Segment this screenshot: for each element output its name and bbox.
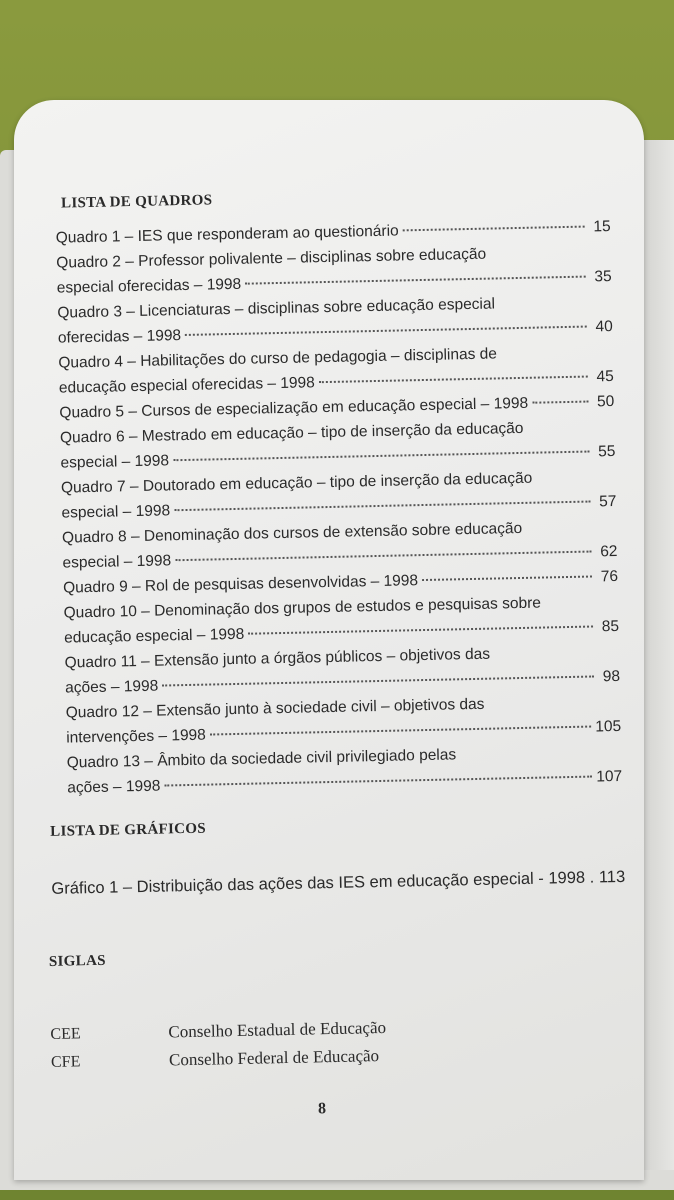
toc-entry-text-cont: educação especial oferecidas – 1998 (58, 374, 315, 397)
toc-entry-text: Quadro 12 – Extensão junto à sociedade civil – objetivos das (65, 695, 485, 722)
toc-page-number: 62 (600, 542, 618, 561)
sigla-desc: Conselho Federal de Educação (168, 1046, 380, 1070)
toc-entry-text-cont: especial – 1998 (62, 552, 172, 572)
toc-entry-text-cont: especial – 1998 (61, 502, 171, 522)
toc-entry-text-cont: oferecidas – 1998 (57, 327, 182, 347)
toc-entry-text-cont: ações – 1998 (65, 677, 159, 697)
dot-leader (185, 326, 587, 336)
toc-entry-text: Quadro 4 – Habilitações do curso de pedagogia – disciplinas de (58, 345, 498, 372)
dot-leader (164, 776, 592, 787)
siglas-list (50, 1010, 551, 1076)
sigla-abbr: CFE (50, 1053, 81, 1071)
toc-page-number: 76 (600, 567, 619, 586)
toc-entry-text: Quadro 6 – Mestrado em educação – tipo de inserção da educação (59, 419, 524, 447)
toc-page-number: 105 (595, 717, 622, 736)
dot-leader (210, 726, 591, 736)
toc-entry-text: Quadro 11 – Extensão junto a órgãos públicos – objetivos das (64, 645, 491, 672)
toc-page-number: 55 (597, 442, 616, 461)
toc-page-number: 40 (595, 318, 613, 336)
toc-entry-quadro-13 (67, 739, 623, 801)
dot-leader (248, 625, 593, 634)
toc-page-number: 57 (598, 492, 617, 511)
lista-graficos-title: LISTA DE GRÁFICOS (50, 820, 207, 840)
toc-entry-text: Quadro 13 – Âmbito da sociedade civil privilegiado pelas (66, 746, 457, 772)
toc-entry-text: Quadro 9 – Rol de pesquisas desenvolvidas – 1998 (62, 572, 419, 597)
toc-entry-text-cont: especial oferecidas – 1998 (56, 275, 242, 297)
toc-page-number: 98 (602, 667, 621, 686)
siglas-title: SIGLAS (48, 952, 106, 970)
dot-leader (422, 576, 592, 582)
dot-leader (245, 276, 586, 285)
dot-leader (532, 401, 588, 404)
toc-entry-text-cont: especial – 1998 (60, 452, 170, 472)
dot-leader (403, 226, 585, 232)
toc-entry-text-cont: educação especial – 1998 (63, 625, 245, 647)
dot-leader (162, 675, 594, 686)
toc-entry-text: Quadro 3 – Licenciaturas – disciplinas sobre educação especial (57, 295, 496, 322)
book-page (14, 100, 644, 1180)
toc-entry-text-cont: intervenções – 1998 (66, 726, 207, 747)
toc-entry-text: Quadro 1 – IES que responderam ao questionário (55, 222, 399, 247)
dot-leader (174, 501, 590, 512)
toc-page-number: 45 (596, 368, 614, 386)
toc-entry-text: Quadro 5 – Cursos de especialização em educação especial – 1998 (59, 394, 529, 422)
sigla-abbr: CEE (50, 1025, 81, 1043)
lista-quadros-toc (56, 214, 623, 800)
page-number: 8 (317, 1100, 327, 1118)
toc-page-number: 85 (601, 617, 620, 636)
toc-entry-text: Quadro 2 – Professor polivalente – disciplinas sobre educação (56, 245, 487, 272)
toc-entry-text: Quadro 10 – Denominação dos grupos de estudos e pesquisas sobre (63, 594, 542, 622)
toc-entry-text-cont: ações – 1998 (67, 777, 161, 797)
toc-page-number: 15 (593, 218, 611, 236)
dot-leader (175, 551, 591, 562)
toc-page-number: 50 (596, 392, 615, 411)
toc-entry-text: Quadro 8 – Denominação dos cursos de extensão sobre educação (61, 519, 523, 547)
grafico-entry: Gráfico 1 – Distribuição das ações das IES em educação especial - 1998 . 113 (51, 867, 626, 898)
page-content (14, 100, 644, 1180)
sigla-desc: Conselho Estadual de Educação (168, 1017, 387, 1042)
toc-entry-text: Quadro 7 – Doutorado em educação – tipo de inserção da educação (60, 469, 533, 497)
toc-page-number: 107 (596, 767, 623, 786)
dot-leader (173, 451, 589, 462)
toc-page-number: 35 (594, 268, 612, 286)
dot-leader (319, 376, 588, 384)
lista-quadros-title: LISTA DE QUADROS (60, 192, 213, 212)
